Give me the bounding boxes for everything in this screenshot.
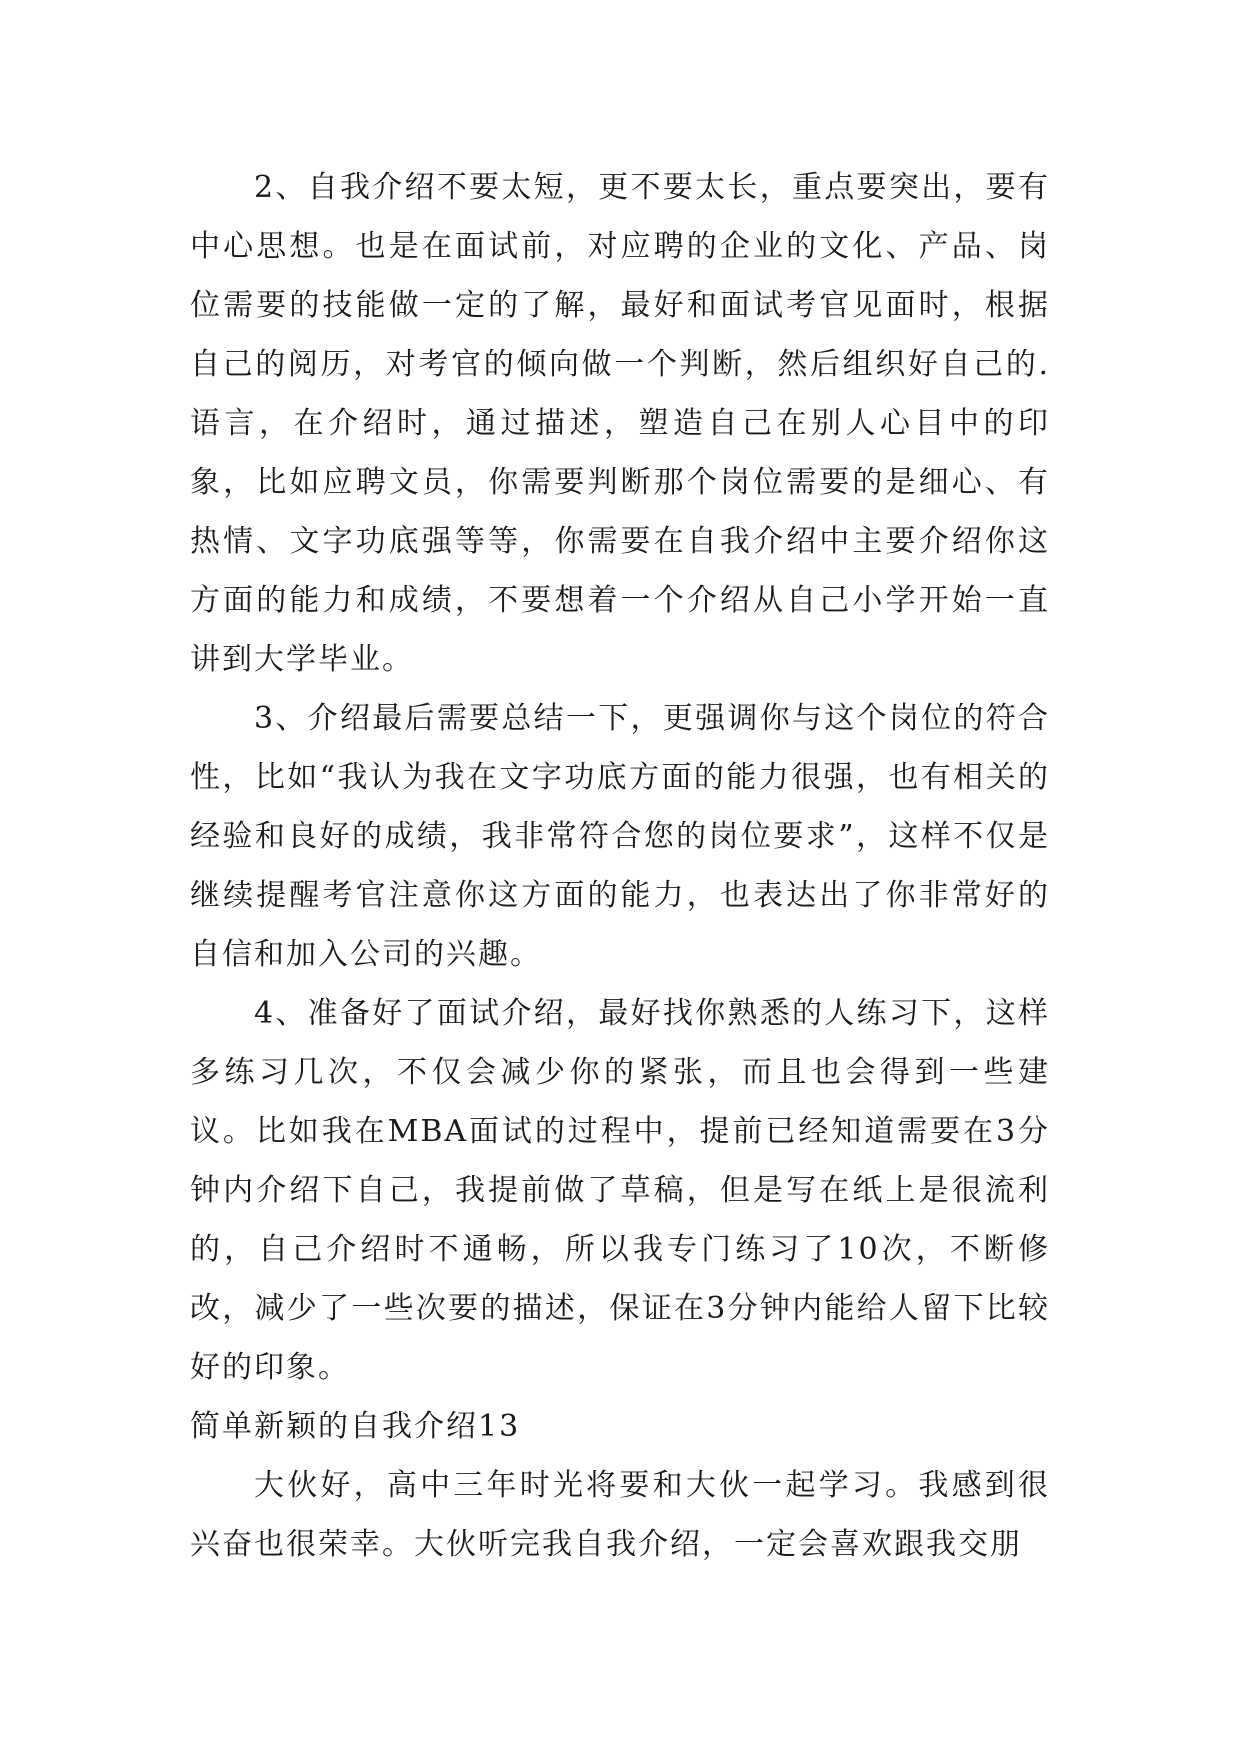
paragraph-tip-4: 4、准备好了面试介绍，最好找你熟悉的人练习下，这样多练习几次，不仅会减少你的紧张，而且也会得到一些建议。比如我在MBA面试的过程中，提前已经知道需要在3分钟内介绍下自己，我提前做了草稿，但是写在纸上是很流利的，自己介绍时不通畅，所以我专门练习了10次，不断修改，减少了一些次要的描述，保证在3分钟内能给人留下比较好的印象。 bbox=[190, 996, 1050, 1385]
document-body bbox=[190, 158, 1050, 1574]
section-paragraph: 大伙好，高中三年时光将要和大伙一起学习。我感到很兴奋也很荣幸。大伙听完我自我介绍，一定会喜欢跟我交朋 bbox=[190, 1468, 1050, 1562]
section-heading: 简单新颖的自我介绍13 bbox=[190, 1409, 521, 1444]
paragraph-tip-2: 2、自我介绍不要太短，更不要太长，重点要突出，要有中心思想。也是在面试前，对应聘的企业的文化、产品、岗位需要的技能做一定的了解，最好和面试考官见面时，根据自己的阅历，对考官的倾向做一个判断，然后组织好自己的.语言，在介绍时，通过描述，塑造自己在别人心目中的印象，比如应聘文员，你需要判断那个岗位需要的是细心、有热情、文字功底强等等，你需要在自我介绍中主要介绍你这方面的能力和成绩，不要想着一个介绍从自己小学开始一直讲到大学毕业。 bbox=[190, 170, 1050, 677]
paragraph-tip-3: 3、介绍最后需要总结一下，更强调你与这个岗位的符合性，比如“我认为我在文字功底方面的能力很强，也有相关的经验和良好的成绩，我非常符合您的岗位要求”，这样不仅是继续提醒考官注意你这方面的能力，也表达出了你非常好的自信和加入公司的兴趣。 bbox=[190, 701, 1050, 972]
